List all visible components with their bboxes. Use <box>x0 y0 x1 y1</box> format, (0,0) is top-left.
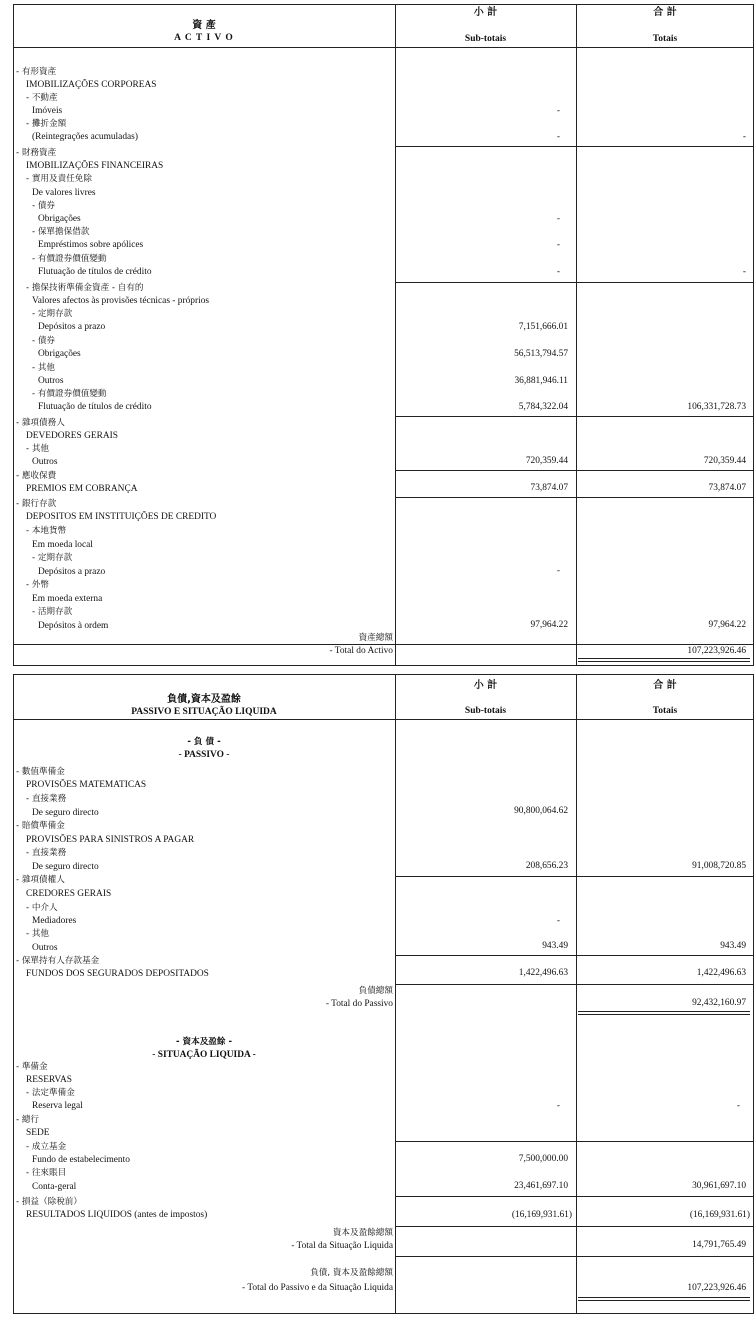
subtotal-value: - <box>556 566 560 576</box>
grand-total-value: 107,223,926.46 <box>687 1283 746 1293</box>
total-value: 30,961,697.10 <box>692 1181 746 1191</box>
subtotal-value: (16,169,931.61) <box>511 1210 572 1220</box>
row-label: Flutuação de títulos de crédito <box>38 402 152 412</box>
row-label: CREDORES GERAIS <box>26 889 112 899</box>
row-label-zh: - 損益（除稅前） <box>16 1197 82 1207</box>
row-label: Outros <box>38 376 64 386</box>
row-label-zh: - 攤折金額 <box>26 119 67 129</box>
subtotal-value: 208,656.23 <box>525 861 568 871</box>
row-label: PREMIOS EM COBRANÇA <box>26 484 138 494</box>
total-header-zh: 合 計 <box>653 7 677 18</box>
row-label: De valores livres <box>32 188 96 198</box>
row-label: Reserva legal <box>32 1101 83 1111</box>
activo-title-zh: 資 產 <box>192 20 216 31</box>
row-label: PROVISÕES MATEMATICAS <box>26 780 147 790</box>
row-label-zh: - 其他 <box>26 929 50 939</box>
total-value: 106,331,728.73 <box>687 402 746 412</box>
total-header-zh: 合 計 <box>653 680 677 691</box>
total-activo-label-zh: 資產總額 <box>358 633 393 643</box>
subtotal-value: 943.49 <box>542 941 568 951</box>
row-label-zh: - 數值準備金 <box>16 767 65 777</box>
row-label-zh: - 債券 <box>32 336 56 346</box>
subtotal-value: - <box>556 1101 560 1111</box>
row-label-zh: - 債券 <box>32 201 56 211</box>
subtotal-value: 5,784,322.04 <box>518 402 568 412</box>
row-label: DEPOSITOS EM INSTITUIÇÕES DE CREDITO <box>26 512 217 522</box>
total-situacao-label: - Total da Situação Liquida <box>291 1241 393 1251</box>
row-label-zh: - 活期存款 <box>32 607 73 617</box>
row-label: RESULTADOS LIQUIDOS (antes de impostos) <box>26 1210 208 1220</box>
total-header: Totais <box>652 34 678 44</box>
row-label: IMOBILIZAÇÕES CORPOREAS <box>26 80 157 90</box>
subtotal-value: 56,513,794.57 <box>514 349 568 359</box>
passivo-section: - PASSIVO - <box>178 750 230 760</box>
row-label: De seguro directo <box>32 862 99 872</box>
row-label-zh: - 成立基金 <box>26 1142 67 1152</box>
subtotal-value: 720,359.44 <box>525 456 568 466</box>
total-situacao-value: 14,791,765.49 <box>692 1240 746 1250</box>
subtotal-value: 97,964.22 <box>530 620 568 630</box>
grand-total-label-zh: 負債, 資本及盈餘總額 <box>310 1268 393 1278</box>
row-label: Valores afectos às provisões técnicas - próprios <box>32 296 210 306</box>
row-label-zh: - 準備金 <box>16 1062 48 1072</box>
subtotal-value: - <box>556 916 560 926</box>
row-label: Empréstimos sobre apólices <box>38 240 144 250</box>
row-label: Conta-geral <box>32 1182 77 1192</box>
row-label: Obrigações <box>38 214 81 224</box>
activo-title: A C T I V O <box>174 33 234 43</box>
row-label: Fundo de estabelecimento <box>32 1155 130 1165</box>
subtotal-header: Sub-totais <box>464 706 507 716</box>
row-label-zh: - 雜項債權人 <box>16 875 65 885</box>
total-passivo-label: - Total do Passivo <box>325 999 393 1009</box>
row-label: Mediadores <box>32 916 77 926</box>
subtotal-value: - <box>556 240 560 250</box>
subtotal-value: 23,461,697.10 <box>514 1181 568 1191</box>
subtotal-header-zh: 小 計 <box>473 7 498 18</box>
row-label: De seguro directo <box>32 808 99 818</box>
total-situacao-label-zh: 資本及盈餘總額 <box>332 1228 393 1238</box>
row-label-zh: - 保單擔保借款 <box>32 227 90 237</box>
row-label: Em moeda local <box>32 540 93 550</box>
total-value: 720,359.44 <box>703 456 746 466</box>
row-label: Obrigações <box>38 349 81 359</box>
passivo-section-zh: - 負 債 - <box>187 737 221 747</box>
row-label: Depósitos a prazo <box>38 567 106 577</box>
row-label: (Reintegrações acumuladas) <box>32 132 138 142</box>
row-label: IMOBILIZAÇÕES FINANCEIRAS <box>26 161 164 171</box>
total-value: - <box>736 1101 740 1111</box>
row-label: Imóveis <box>32 106 63 116</box>
total-value: 97,964.22 <box>708 620 746 630</box>
row-label: Depósitos a prazo <box>38 322 106 332</box>
row-label-zh: - 賠償準備金 <box>16 821 65 831</box>
row-label-zh: - 有價證券價值變動 <box>32 389 107 399</box>
subtotal-value: - <box>556 106 560 116</box>
row-label-zh: - 銀行存款 <box>16 499 57 509</box>
row-label-zh: - 其他 <box>32 363 56 373</box>
row-label: RESERVAS <box>26 1075 72 1085</box>
total-value: 1,422,496.63 <box>696 968 746 978</box>
row-label: Depósitos à ordem <box>38 621 109 631</box>
passivo-title-zh: 負債,資本及盈餘 <box>167 694 241 705</box>
row-label-zh: - 定期存款 <box>32 553 73 563</box>
total-value: - <box>742 267 746 277</box>
row-label-zh: - 有形資產 <box>16 67 57 77</box>
row-label-zh: - 不動產 <box>26 93 58 103</box>
subtotal-value: 1,422,496.63 <box>518 968 568 978</box>
row-label: Outros <box>32 943 58 953</box>
row-label-zh: - 總行 <box>16 1115 40 1125</box>
total-activo-value: 107,223,926.46 <box>687 646 746 656</box>
row-label-zh: - 實用及責任免除 <box>26 174 92 184</box>
row-label-zh: - 雜項債務人 <box>16 418 65 428</box>
total-value: 73,874.07 <box>708 483 746 493</box>
total-value: 943.49 <box>720 941 746 951</box>
row-label-zh: - 法定準備金 <box>26 1088 75 1098</box>
passivo-title: PASSIVO E SITUAÇÃO LIQUIDA <box>131 707 277 717</box>
total-value: - <box>742 132 746 142</box>
subtotal-header: Sub-totais <box>464 34 507 44</box>
subtotal-value: 36,881,946.11 <box>514 376 568 386</box>
activo-table <box>13 4 754 666</box>
row-label: DEVEDORES GERAIS <box>26 431 118 441</box>
total-value: 91,008,720.85 <box>692 861 746 871</box>
subtotal-value: 73,874.07 <box>530 483 568 493</box>
row-label: Em moeda externa <box>32 594 103 604</box>
row-label-zh: - 往來賬目 <box>26 1168 67 1178</box>
total-passivo-value: 92,432,160.97 <box>692 998 746 1008</box>
row-label-zh: - 擔保技術準備金資產 - 自有的 <box>26 283 144 293</box>
row-label-zh: - 有價證券價值變動 <box>32 254 107 264</box>
row-label-zh: - 其他 <box>26 444 50 454</box>
row-label: Flutuação de títulos de crédito <box>38 267 152 277</box>
total-value: (16,169,931.61) <box>689 1210 750 1220</box>
row-label-zh: - 外幣 <box>26 580 50 590</box>
row-label-zh: - 保單持有人存款基金 <box>16 956 100 966</box>
subtotal-value: 90,800,064.62 <box>514 806 568 816</box>
situacao-section: - SITUAÇÃO LIQUIDA - <box>152 1050 256 1060</box>
row-label: SEDE <box>26 1128 50 1138</box>
row-label-zh: - 本地貨幣 <box>26 526 67 536</box>
row-label-zh: - 直接業務 <box>26 794 67 804</box>
total-activo-label: - Total do Activo <box>329 646 393 656</box>
row-label-zh: - 財務資產 <box>16 148 57 158</box>
situacao-section-zh: - 資本及盈餘 - <box>175 1037 233 1047</box>
grand-total-label: - Total do Passivo e da Situação Liquida <box>242 1283 393 1293</box>
row-label: FUNDOS DOS SEGURADOS DEPOSITADOS <box>26 969 209 979</box>
total-passivo-label-zh: 負債總額 <box>358 986 393 996</box>
row-label-zh: - 中介人 <box>26 903 58 913</box>
subtotal-value: 7,151,666.01 <box>518 322 568 332</box>
subtotal-value: - <box>556 132 560 142</box>
row-label-zh: - 應收保費 <box>16 471 57 481</box>
row-label: Outros <box>32 457 58 467</box>
subtotal-value: - <box>556 214 560 224</box>
subtotal-value: - <box>556 267 560 277</box>
subtotal-value: 7,500,000.00 <box>518 1154 568 1164</box>
total-header: Totais <box>652 706 678 716</box>
row-label-zh: - 直接業務 <box>26 848 67 858</box>
row-label: PROVISÕES PARA SINISTROS A PAGAR <box>26 835 195 845</box>
row-label-zh: - 定期存款 <box>32 309 73 319</box>
subtotal-header-zh: 小 計 <box>473 680 498 691</box>
